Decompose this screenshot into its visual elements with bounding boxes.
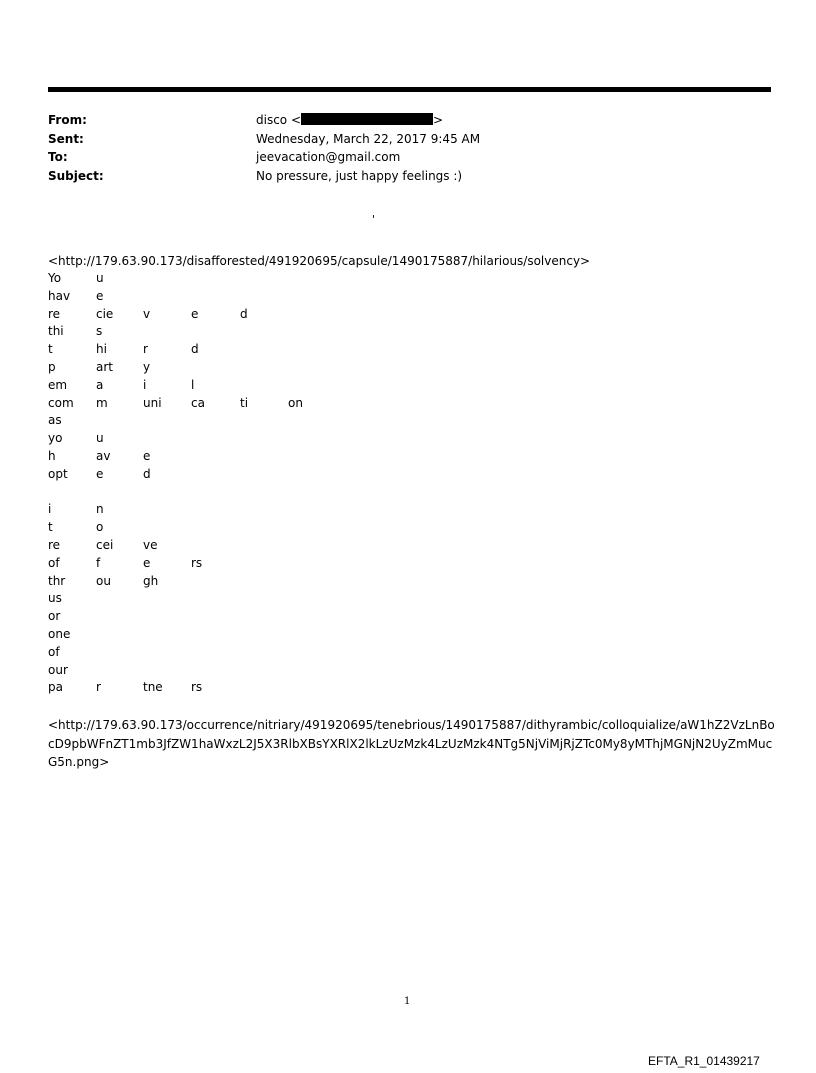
- stray-mark: ': [372, 213, 376, 226]
- grid-cell: e: [96, 466, 104, 481]
- to-label: To:: [48, 150, 68, 164]
- to-value: jeevacation@gmail.com: [256, 150, 401, 164]
- grid-cell: ti: [240, 395, 249, 410]
- grid-cell: one: [48, 626, 71, 641]
- from-name: disco <: [256, 113, 302, 127]
- grid-cell: e: [191, 306, 199, 321]
- grid-cell: cei: [96, 537, 114, 552]
- from-label: From:: [48, 113, 87, 127]
- from-close: >: [433, 113, 444, 127]
- grid-cell: d: [143, 466, 151, 481]
- grid-cell: rs: [191, 555, 203, 570]
- redaction-box: [301, 113, 433, 125]
- grid-cell: or: [48, 609, 61, 624]
- sent-row: [48, 130, 480, 149]
- grid-cell: v: [143, 306, 151, 321]
- grid-cell: thi: [48, 324, 64, 339]
- email-header: [48, 111, 480, 185]
- grid-cell: u: [96, 271, 104, 285]
- grid-cell: p: [48, 359, 56, 374]
- grid-cell: ve: [143, 537, 158, 552]
- tracking-link-1[interactable]: <http://179.63.90.173/disafforested/491920695/capsule/1490175887/hilarious/solvency>: [48, 254, 591, 268]
- grid-cell: our: [48, 662, 68, 677]
- grid-cell: t: [48, 342, 53, 357]
- grid-cell: on: [288, 395, 303, 410]
- grid-cell: hi: [96, 342, 107, 357]
- to-row: [48, 148, 480, 167]
- grid-cell: us: [48, 591, 62, 606]
- grid-cell: l: [191, 377, 195, 392]
- grid-cell: em: [48, 377, 68, 392]
- grid-cell: e: [143, 555, 151, 570]
- grid-cell: a: [96, 377, 104, 392]
- grid-cell: pa: [48, 680, 63, 695]
- tracking-link-2[interactable]: <http://179.63.90.173/occurrence/nitriary/491920695/tenebrious/1490175887/dithyrambic/colloquialize/aW1hZ2VzLnBocD9pbWFnZT1mb3JfZW1haWxzL2J5X3RlbXBsYXRlX2lkLzUzMzk4LzUzMzk4NTg5NjViMjRjZTc0My8yMThjMGNjN2UyZmMucG5n.png>: [48, 718, 775, 769]
- grid-cell: r: [96, 680, 101, 695]
- grid-cell: o: [96, 520, 104, 535]
- grid-cell: ca: [191, 395, 205, 410]
- grid-cell: thr: [48, 573, 66, 588]
- grid-cell: e: [96, 288, 104, 303]
- grid-cell: uni: [143, 395, 162, 410]
- grid-cell: tne: [143, 680, 163, 695]
- grid-cell: as: [48, 413, 62, 428]
- sent-label: Sent:: [48, 131, 84, 146]
- grid-cell: u: [96, 431, 104, 446]
- document-id: EFTA_R1_01439217: [648, 1054, 760, 1068]
- grid-cell: n: [96, 502, 104, 517]
- grid-cell: t: [48, 520, 53, 535]
- grid-cell: e: [143, 448, 151, 463]
- grid-cell: of: [48, 555, 60, 570]
- from-value: [256, 111, 443, 130]
- grid-cell: h: [48, 448, 56, 463]
- grid-cell: m: [96, 395, 108, 410]
- grid-cell: re: [48, 306, 61, 321]
- grid-cell: re: [48, 537, 61, 552]
- from-row: [48, 111, 480, 130]
- grid-cell: r: [143, 342, 148, 357]
- grid-cell: opt: [48, 466, 68, 481]
- grid-cell: rs: [191, 680, 203, 695]
- grid-cell: s: [96, 324, 103, 339]
- grid-cell: yo: [48, 431, 63, 446]
- header-rule: [48, 87, 771, 92]
- grid-cell: com: [48, 395, 74, 410]
- grid-cell: y: [143, 359, 151, 374]
- grid-cell: d: [191, 342, 199, 357]
- subject-label: Subject:: [48, 168, 104, 183]
- subject-row: [48, 167, 480, 186]
- subject-value: No pressure, just happy feelings :): [256, 168, 463, 183]
- grid-cell: Yo: [48, 271, 62, 285]
- grid-cell: i: [48, 502, 52, 517]
- grid-cell: ou: [96, 573, 111, 588]
- sent-value: Wednesday, March 22, 2017 9:45 AM: [256, 131, 481, 146]
- page-number: 1: [404, 996, 411, 1007]
- grid-cell: of: [48, 644, 60, 659]
- grid-cell: cie: [96, 306, 114, 321]
- grid-cell: art: [96, 359, 113, 374]
- grid-cell: i: [143, 377, 147, 392]
- grid-cell: f: [96, 555, 101, 570]
- grid-cell: hav: [48, 288, 71, 303]
- grid-cell: gh: [143, 573, 159, 588]
- grid-cell: av: [96, 448, 111, 463]
- grid-cell: d: [240, 306, 248, 321]
